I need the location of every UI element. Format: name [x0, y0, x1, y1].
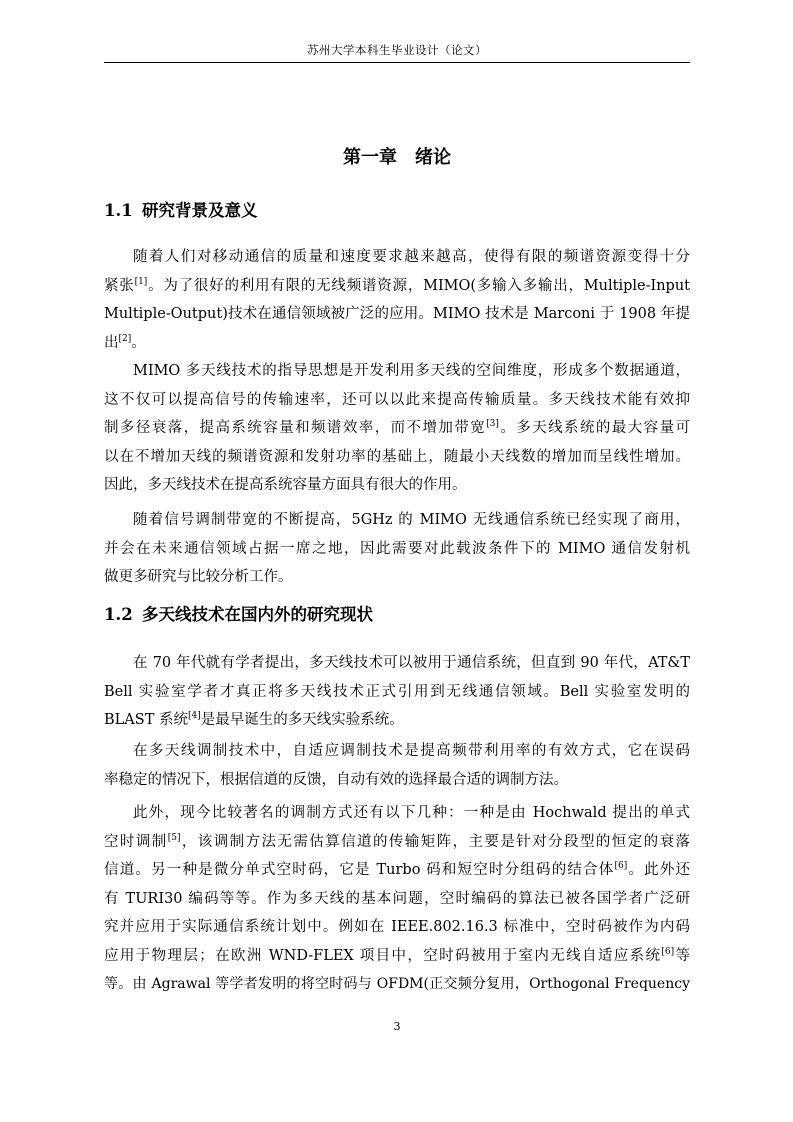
chapter-title: 第一章 绪论 [343, 147, 451, 168]
paragraph [104, 243, 690, 357]
text-line: 究并应用于实际通信系统计划中。例如在 IEEE.802.16.3 标准中，空时码被作为内码 [104, 919, 690, 935]
text-line: 制多径衰落，提高系统容量和频谱效率，而不增加带宽[3]。多天线系统的最大容量可 [104, 419, 690, 436]
text-line: 有 TURI30 编码等等。作为多天线的基本问题，空时编码的算法已被各国学者广泛研 [104, 890, 690, 907]
citation-marker: [3] [486, 419, 499, 430]
text-line: MIMO 多天线技术的指导思想是开发利用多天线的空间维度，形成多个数据通道， [133, 363, 690, 379]
text-line: 紧张[1]。为了很好的利用有限的无线频谱资源，MIMO(多输入多输出，Multiple-Input [104, 276, 690, 294]
text-line: 此外，现今比较著名的调制方式还有以下几种：一种是由 Hochwald 提出的单式 [133, 805, 690, 821]
text-line: 在 70 年代就有学者提出，多天线技术可以被用于通信系统，但直到 90 年代，AT&T [133, 655, 690, 671]
section-title: 多天线技术在国内外的研究现状 [142, 605, 373, 624]
text-line: 随着人们对移动通信的质量和速度要求越来越高，使得有限的频谱资源变得十分 [133, 249, 690, 265]
citation-marker: [6] [614, 861, 628, 872]
text-line: 并会在未来通信领域占据一席之地，因此需要对此载波条件下的 MIMO 通信发射机 [104, 540, 690, 557]
paragraph [104, 506, 690, 592]
section-title: 研究背景及意义 [142, 201, 258, 220]
text-line: 空时调制[5]，该调制方法无需估算信道的传输矩阵，主要是针对分段型的恒定的衰落 [104, 832, 690, 850]
paragraph [104, 737, 690, 794]
text-line: 以在不增加天线的频谱资源和发射功率的基础上，随最小天线数的增加而呈线性增加。 [104, 448, 690, 465]
text-line: 等。由 Agrawal 等学者发明的将空时码与 OFDM(正交频分复用，Orthogonal Frequency [104, 976, 690, 992]
text-line: 这不仅可以提高信号的传输速率，还可以以此来提高传输质量。多天线技术能有效抑 [104, 391, 690, 408]
text-line: 做更多研究与比较分析工作。 [104, 569, 293, 585]
citation-marker: [1] [134, 276, 148, 287]
text-line: 随着信号调制带宽的不断提高，5GHz 的 MIMO 无线通信系统已经实现了商用， [133, 512, 690, 528]
citation-marker: [4] [187, 711, 201, 722]
text-line: 率稳定的情况下，根据信道的反馈，自动有效的选择最合适的调制方法。 [104, 771, 568, 788]
section-heading-1-1 [104, 197, 690, 221]
citation-marker: [2] [118, 333, 132, 344]
citation-marker: [6] [661, 946, 675, 957]
text-line: 信道。另一种是微分单式空时码，它是 Turbo 码和短空时分组码的结合体[6]。此外还 [104, 861, 690, 878]
text-line: Bell 实验室学者才真正将多天线技术正式引用到无线通信领域。Bell 实验室发明的 [104, 683, 690, 700]
section-number: 1.1 [104, 201, 133, 220]
text-line: 因此，多天线技术在提高系统容量方面具有很大的作用。 [104, 477, 467, 493]
text-line: Multiple-Output)技术在通信领域被广泛的应用。MIMO 技术是 Marconi 于 1908 年提 [104, 306, 690, 322]
paragraph [104, 799, 690, 999]
running-header: 苏州大学本科生毕业设计（论文） [307, 43, 487, 57]
page-number: 3 [393, 1020, 401, 1033]
paragraph [104, 649, 690, 735]
text-line: 在多天线调制技术中，自适应调制技术是提高频带利用率的有效方式，它在误码 [133, 743, 690, 759]
text-line: 出[2]。 [104, 333, 146, 351]
section-heading-1-2 [104, 601, 690, 625]
text-line: 应用于物理层；在欧洲 WND-FLEX 项目中，空时码被用于室内无线自适应系统[6]等 [104, 946, 690, 964]
section-number: 1.2 [104, 605, 133, 624]
paragraph [104, 357, 690, 500]
header-rule [104, 62, 690, 63]
text-line: BLAST 系统[4]是最早诞生的多天线实验系统。 [104, 711, 404, 728]
citation-marker: [5] [167, 832, 181, 843]
